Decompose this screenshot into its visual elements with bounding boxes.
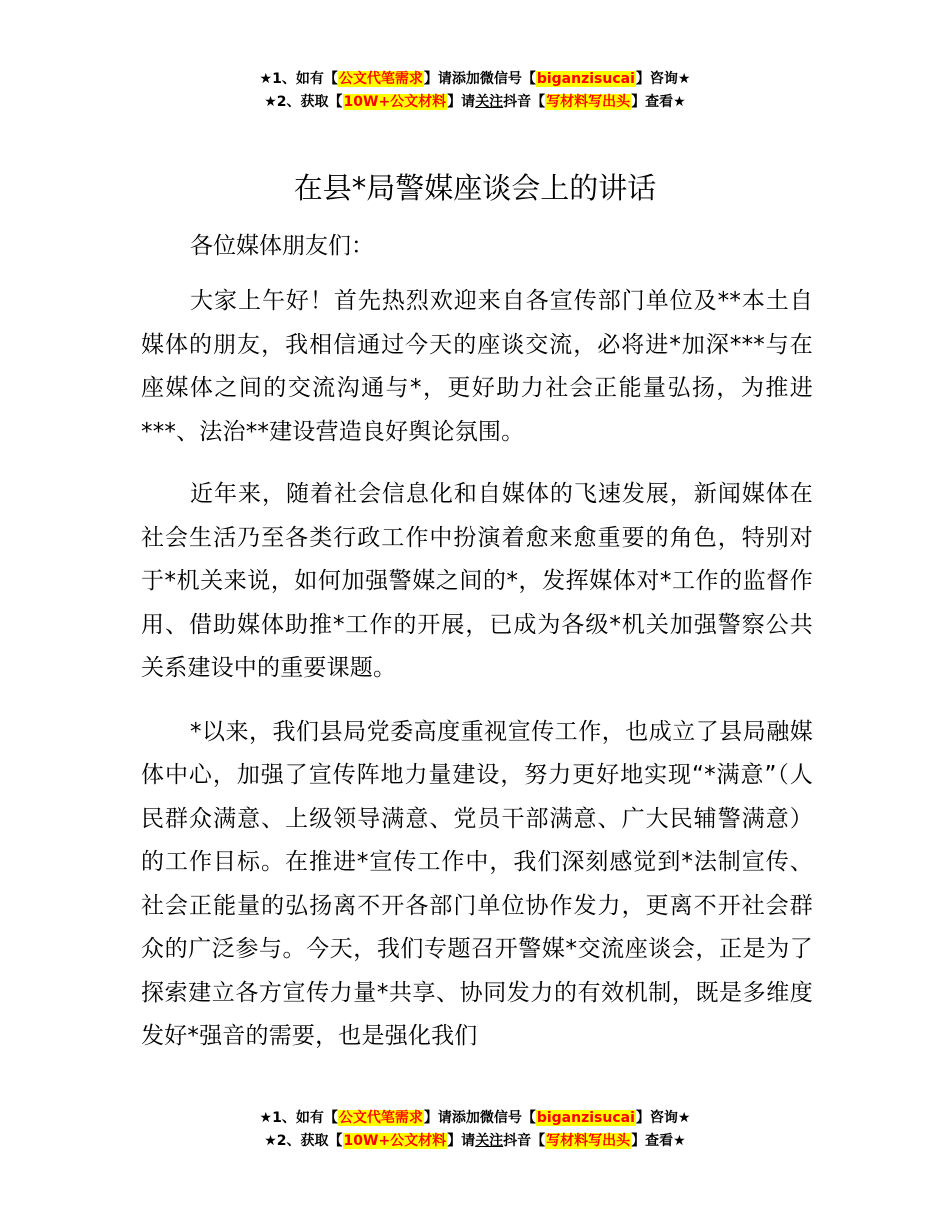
footer-banner [0, 1107, 950, 1153]
banner-highlight-wechat-id: biganzisucai [536, 71, 635, 87]
footer-line-2-middle-a: 】请 [447, 1133, 476, 1149]
footer-line-1-prefix: ★1、如有【 [259, 1110, 338, 1126]
banner-line-2-middle-a: 】请 [447, 94, 476, 110]
footer-highlight-douyin: 写材料写出头 [546, 1133, 631, 1149]
salutation: 各位媒体朋友们： [190, 233, 374, 259]
paragraph-2: 近年来，随着社会信息化和自媒体的飞速发展，新闻媒体在社会生活乃至各类行政工作中扮演着愈来愈重要的角色，特别对于*机关来说，如何加强警媒之间的*，发挥媒体对*工作的监督作用、借助媒体助推*工作的开展，已成为各级*机关加强警察公共关系建设中的重要课题。 [141, 481, 813, 681]
header-banner [0, 68, 950, 114]
banner-highlight-douyin: 写材料写出头 [546, 94, 631, 110]
banner-line-2-suffix: 】查看★ [631, 94, 686, 110]
footer-line-1 [0, 1107, 950, 1130]
footer-highlight-wechat-id: biganzisucai [536, 1110, 635, 1126]
banner-follow-text: 关注 [475, 94, 504, 110]
banner-line-2 [0, 91, 950, 114]
paragraph-1: 大家上午好！首先热烈欢迎来自各宣传部门单位及**本土自媒体的朋友，我相信通过今天的座谈交流，必将进*加深***与在座媒体之间的交流沟通与*，更好助力社会正能量弘扬，为推进***、法治**建设营造良好舆论氛围。 [141, 288, 813, 445]
paragraph-3: *以来，我们县局党委高度重视宣传工作，也成立了县局融媒体中心，加强了宣传阵地力量建设，努力更好地实现“*满意”（人民群众满意、上级领导满意、党员干部满意、广大民辅警满意）的工作目标。在推进*宣传工作中，我们深刻感觉到*法制宣传、社会正能量的弘扬离不开各部门单位协作发力，更离不开社会群众的广泛参与。今天，我们专题召开警媒*交流座谈会，正是为了探索建立各方宣传力量*共享、协同发力的有效机制，既是多维度发好*强音的需要，也是强化我们 [141, 718, 813, 1049]
footer-highlight-materials: 10W+公文材料 [343, 1133, 447, 1149]
footer-line-1-suffix: 】咨询★ [635, 1110, 691, 1126]
footer-line-2-middle-b: 抖音【 [503, 1133, 546, 1149]
footer-line-2-suffix: 】查看★ [631, 1133, 686, 1149]
footer-line-1-middle: 】请添加微信号【 [423, 1110, 536, 1126]
footer-follow-text: 关注 [475, 1133, 504, 1149]
document-body [141, 280, 813, 1079]
banner-line-1-prefix: ★1、如有【 [259, 71, 338, 87]
banner-line-1-middle: 】请添加微信号【 [423, 71, 536, 87]
banner-line-1 [0, 68, 950, 91]
banner-line-2-middle-b: 抖音【 [503, 94, 546, 110]
banner-highlight-ghostwriting: 公文代笔需求 [338, 71, 423, 87]
banner-line-1-suffix: 】咨询★ [635, 71, 691, 87]
banner-line-2-prefix: ★2、获取【 [264, 94, 343, 110]
footer-highlight-ghostwriting: 公文代笔需求 [338, 1110, 423, 1126]
banner-highlight-materials: 10W+公文材料 [343, 94, 447, 110]
document-title: 在县*局警媒座谈会上的讲话 [293, 171, 657, 205]
footer-line-2 [0, 1130, 950, 1153]
footer-line-2-prefix: ★2、获取【 [264, 1133, 343, 1149]
